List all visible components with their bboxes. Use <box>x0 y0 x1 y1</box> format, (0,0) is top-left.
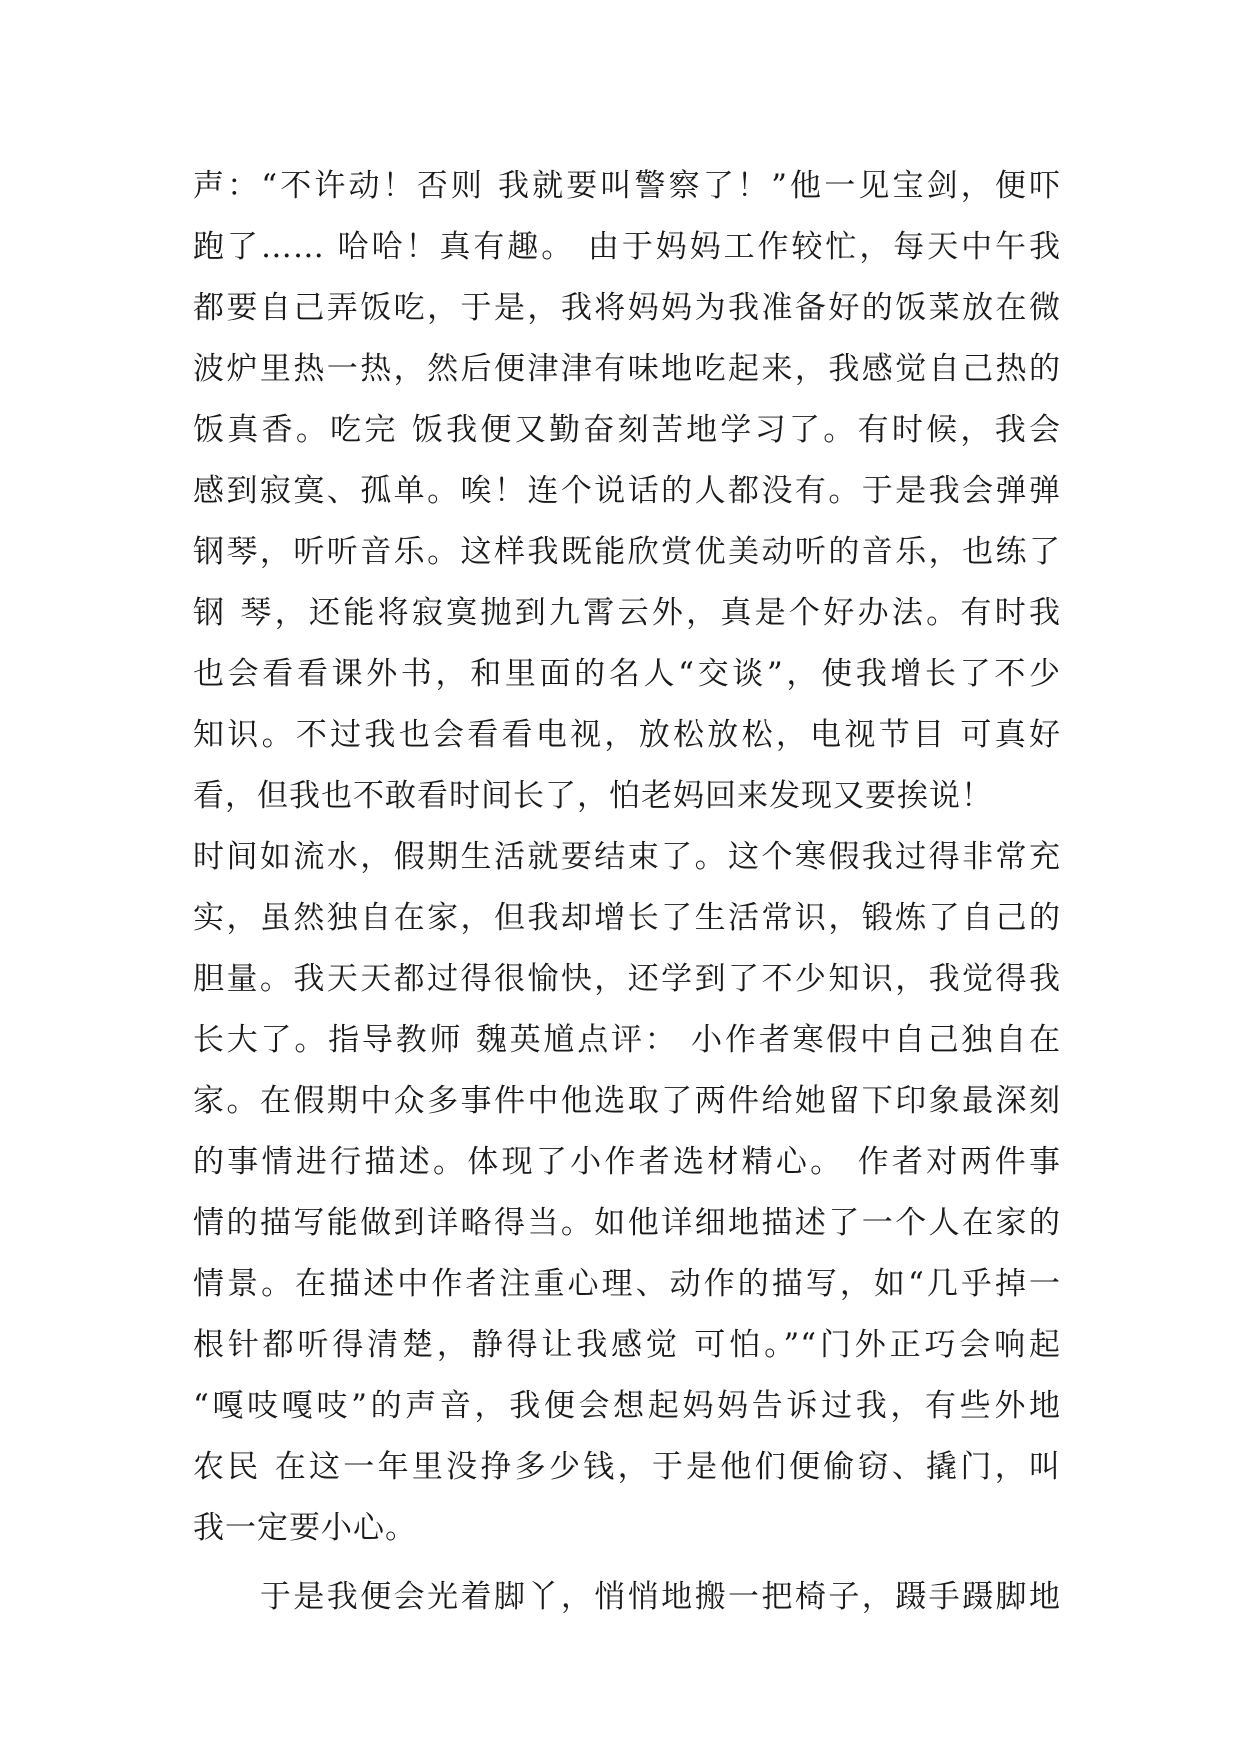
text-line-6: 感到寂寞、孤单。唉！连个说话的人都没有。于是我会弹弹 <box>193 473 1061 509</box>
text-line-23: 我一定要小心。 <box>193 1510 417 1546</box>
text-line-8: 钢 琴，还能将寂寞抛到九霄云外，真是个好办法。有时我 <box>193 595 1061 631</box>
text-line-18: 情的描写能做到详略得当。如他详细地描述了一个人在家的 <box>193 1205 1061 1241</box>
text-line-13: 实，虽然独自在家，但我却增长了生活常识，锻炼了自己的 <box>193 900 1061 936</box>
text-line-3: 都要自己弄饭吃，于是，我将妈妈为我准备好的饭菜放在微 <box>193 290 1061 326</box>
text-line-19: 情景。在描述中作者注重心理、动作的描写，如“几乎掉一 <box>193 1266 1061 1302</box>
text-line-14: 胆量。我天天都过得很愉快，还学到了不少知识，我觉得我 <box>193 961 1061 997</box>
text-line-7: 钢琴，听听音乐。这样我既能欣赏优美动听的音乐，也练了 <box>193 534 1061 570</box>
text-line-21: “嘎吱嘎吱”的声音，我便会想起妈妈告诉过我，有些外地 <box>193 1388 1061 1424</box>
text-line-11: 看，但我也不敢看时间长了，怕老妈回来发现又要挨说！ <box>193 778 993 814</box>
text-line-9: 也会看看课外书，和里面的名人“交谈”，使我增长了不少 <box>193 656 1061 692</box>
text-line-20: 根针都听得清楚，静得让我感觉 可怕。”“门外正巧会响起 <box>193 1327 1061 1363</box>
text-line-24: 于是我便会光着脚丫，悄悄地搬一把椅子，蹑手蹑脚地 <box>193 1579 1061 1615</box>
text-line-17: 的事情进行描述。体现了小作者选材精心。 作者对两件事 <box>193 1144 1061 1180</box>
text-line-4: 波炉里热一热，然后便津津有味地吃起来，我感觉自己热的 <box>193 351 1061 387</box>
text-line-2: 跑了…… 哈哈！真有趣。 由于妈妈工作较忙，每天中午我 <box>193 229 1061 265</box>
text-line-16: 家。在假期中众多事件中他选取了两件给她留下印象最深刻 <box>193 1083 1061 1119</box>
text-line-1: 声：“不许动！否则 我就要叫警察了！”他一见宝剑，便吓 <box>193 168 1061 204</box>
text-line-22: 农民 在这一年里没挣多少钱，于是他们便偷窃、撬门，叫 <box>193 1449 1061 1485</box>
text-line-10: 知识。不过我也会看看电视，放松放松，电视节目 可真好 <box>193 717 1061 753</box>
text-line-5: 饭真香。吃完 饭我便又勤奋刻苦地学习了。有时候，我会 <box>193 412 1061 448</box>
body-text <box>193 156 1061 1628</box>
text-line-12: 时间如流水，假期生活就要结束了。这个寒假我过得非常充 <box>193 839 1061 875</box>
text-line-15: 长大了。指导教师 魏英馗点评： 小作者寒假中自己独自在 <box>193 1022 1061 1058</box>
